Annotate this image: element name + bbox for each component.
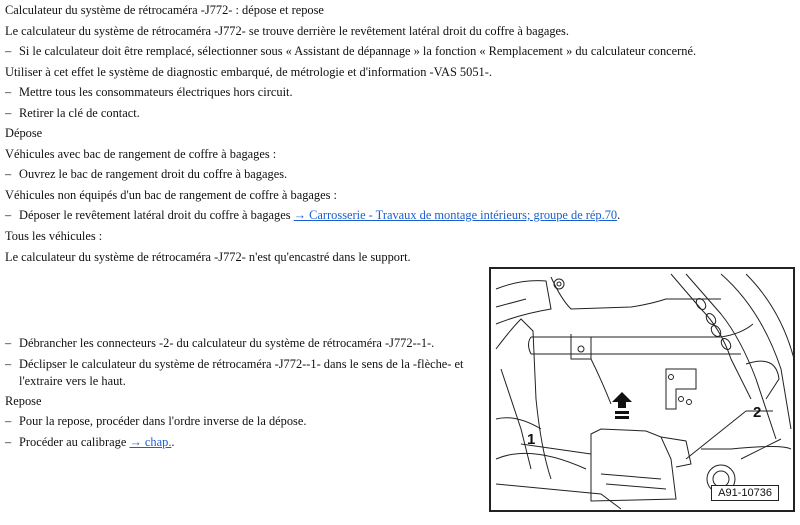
step-remove-key: – Retirer la clé de contact. xyxy=(5,106,140,120)
removal-heading: Dépose xyxy=(5,126,43,140)
link-carrosserie[interactable]: → Carrosserie - Travaux de montage intérieurs; groupe de rép.70 xyxy=(293,208,618,222)
link-chap[interactable]: → chap. xyxy=(129,435,172,449)
step-unclip-cont: l'extraire vers le haut. xyxy=(19,374,126,388)
step-open-tray: – Ouvrez le bac de rangement droit du coffre à bagages. xyxy=(5,167,288,181)
step-replace: – Si le calculateur doit être remplacé, sélectionner sous « Assistant de dépannage » la fonction « Remplacement » du calculateur concerné. xyxy=(5,44,697,58)
callout-1: 1 xyxy=(527,431,536,448)
step-unclip: – Déclipser le calculateur du système de rétrocaméra -J772--1- dans le sens de la -flèche- et xyxy=(5,357,464,371)
note-clipped: Le calculateur du système de rétrocaméra -J772- n'est qu'encastré dans le support. xyxy=(5,250,411,264)
step-consumers-off: – Mettre tous les consommateurs électriques hors circuit. xyxy=(5,85,293,99)
trunk-diagram xyxy=(491,269,795,512)
callout-2: 2 xyxy=(753,404,762,421)
step-reverse: – Pour la repose, procéder dans l'ordre inverse de la dépose. xyxy=(5,414,307,428)
intro-text: Le calculateur du système de rétrocaméra -J772- se trouve derrière le revêtement latéral droit du coffre à bagages. xyxy=(5,24,569,38)
step-calibrate: – Procéder au calibrage → chap.. xyxy=(5,435,175,449)
step-remove-trim: – Déposer le revêtement latéral droit du coffre à bagages → Carrosserie - Travaux de montage intérieurs; groupe de rép.70. xyxy=(5,208,621,222)
with-tray-label: Véhicules avec bac de rangement de coffre à bagages : xyxy=(5,147,277,161)
page-title: Calculateur du système de rétrocaméra -J772- : dépose et repose xyxy=(5,3,324,17)
all-vehicles-label: Tous les véhicules : xyxy=(5,229,103,243)
installation-heading: Repose xyxy=(5,394,42,408)
figure-code: A91-10736 xyxy=(711,485,779,501)
step-disconnect: – Débrancher les connecteurs -2- du calculateur du système de rétrocaméra -J772--1-. xyxy=(5,336,435,350)
up-arrow-icon xyxy=(612,392,632,419)
without-tray-label: Véhicules non équipés d'un bac de rangement de coffre à bagages : xyxy=(5,188,337,202)
illustration-figure xyxy=(489,267,795,512)
tool-note: Utiliser à cet effet le système de diagnostic embarqué, de métrologie et d'information -VAS 5051-. xyxy=(5,65,492,79)
